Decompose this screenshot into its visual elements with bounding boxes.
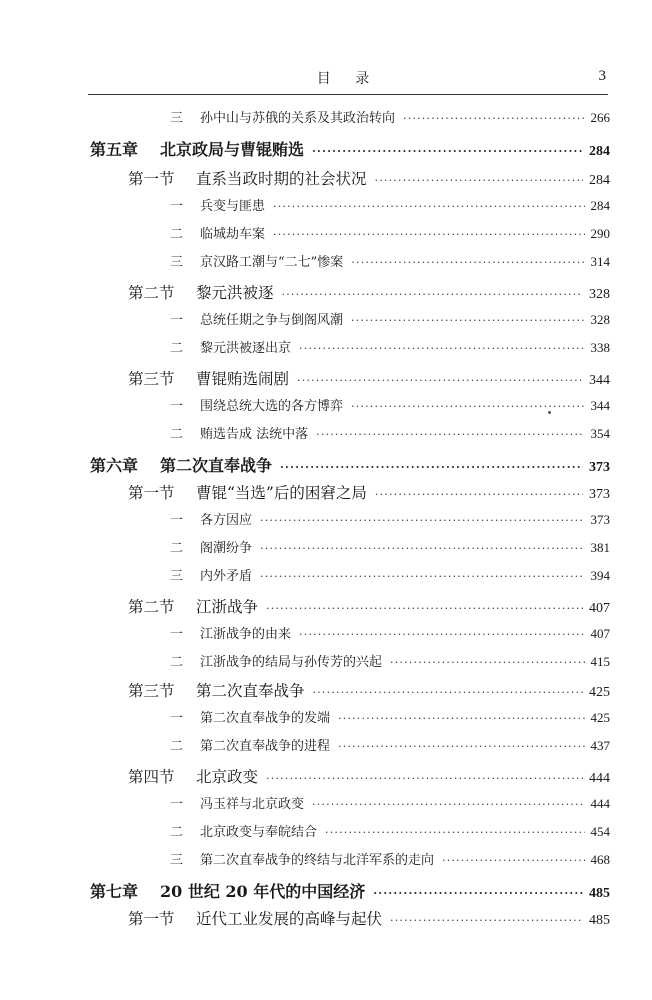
toc-entry-label <box>170 423 308 442</box>
leader-dots <box>312 798 584 811</box>
toc-entry-label <box>128 367 289 389</box>
toc-entry-item <box>170 623 610 649</box>
toc-entry-page: 328 <box>589 287 610 302</box>
toc-entry-title: 直系当政时期的社会状况 <box>196 170 367 188</box>
toc-entry-index: 二 <box>170 227 184 242</box>
toc-entry-title: 北京政变与奉皖结合 <box>200 825 318 840</box>
toc-entry-item <box>170 107 610 133</box>
toc-entry-page: 485 <box>589 886 610 901</box>
toc-entry-item <box>170 735 610 761</box>
toc-entry-page: 328 <box>590 312 610 327</box>
toc-entry-label <box>90 879 365 902</box>
leader-dots <box>390 914 583 927</box>
toc-entry-label <box>170 565 252 584</box>
toc-entry-title: 近代工业发展的高峰与起伏 <box>196 910 383 928</box>
toc-entry-title: 黎元洪被逐出京 <box>200 341 292 356</box>
toc-entry-index: 二 <box>170 825 184 840</box>
toc-entry-index: 第五章 <box>90 140 139 159</box>
toc-entry-label <box>128 167 367 189</box>
toc-entry-index: 二 <box>170 541 184 556</box>
toc-entry-index: 三 <box>170 569 184 584</box>
leader-dots <box>299 628 584 641</box>
toc-entry-label <box>170 849 434 868</box>
toc-entry-index: 第一节 <box>128 910 175 928</box>
toc-entry-label <box>170 337 291 356</box>
toc-entry-label <box>170 793 304 812</box>
toc-entry-label <box>170 651 382 670</box>
toc-entry-page: 425 <box>589 685 610 700</box>
toc-entry-page: 381 <box>590 540 610 555</box>
toc-entry-title: 北京政变 <box>196 768 259 786</box>
toc-entry-title: 兵变与匪患 <box>200 199 266 214</box>
toc-entry-label <box>170 735 330 754</box>
toc-entry-item <box>170 509 610 535</box>
toc-entry-item <box>170 651 610 677</box>
toc-entry-page: 437 <box>590 738 610 753</box>
toc-entry-label <box>170 309 343 328</box>
toc-entry-title: 第二次直奉战争的终结与北洋军系的走向 <box>200 853 435 868</box>
leader-dots <box>273 228 584 241</box>
toc-entry-page: 407 <box>589 601 610 616</box>
toc-entry-section <box>128 281 610 307</box>
toc-entry-index: 一 <box>170 797 184 812</box>
toc-entry-title: 黎元洪被逐 <box>196 284 274 302</box>
toc-entry-title: 曹锟“当选”后的困窘之局 <box>196 484 367 502</box>
toc-entry-item <box>170 395 610 421</box>
toc-entry-index: 第二节 <box>128 284 175 302</box>
leader-dots <box>390 656 584 669</box>
leader-dots <box>338 712 584 725</box>
leader-dots <box>338 740 584 753</box>
toc-entry-index: 三 <box>170 853 184 868</box>
toc-entry-page: 284 <box>590 198 610 213</box>
toc-entry-page: 444 <box>589 771 610 786</box>
toc-entry-page: 284 <box>589 144 610 159</box>
toc-entry-page: 266 <box>590 110 610 125</box>
toc-entry-section <box>128 679 610 705</box>
leader-dots <box>351 256 584 269</box>
leader-dots <box>260 570 584 583</box>
toc-entry-page: 425 <box>590 710 610 725</box>
toc-entry-section <box>128 595 610 621</box>
toc-entry-title: 阁潮纷争 <box>200 541 253 556</box>
toc-entry-page: 338 <box>590 340 610 355</box>
toc-entry-section <box>128 367 610 393</box>
toc-entry-index: 第四节 <box>128 768 175 786</box>
leader-dots <box>260 542 584 555</box>
leader-dots <box>442 854 584 867</box>
toc-entry-page: 415 <box>590 654 610 669</box>
toc-entry-title: 各方因应 <box>200 513 253 528</box>
toc-entry-page: 373 <box>589 487 610 502</box>
leader-dots <box>266 772 583 785</box>
toc-entry-title: 江浙战争的由来 <box>200 627 292 642</box>
leader-dots <box>280 461 583 474</box>
toc-entry-label <box>128 679 305 701</box>
toc-entry-section <box>128 481 610 507</box>
toc-entry-label <box>128 281 274 303</box>
toc-entry-page: 444 <box>590 796 610 811</box>
toc-entry-title: 第二次直奉战争 <box>160 456 273 475</box>
toc-entry-chapter <box>90 137 610 163</box>
toc-entry-title: 京汉路工潮与“二七”惨案 <box>200 255 344 270</box>
toc-entry-title: 孙中山与苏俄的关系及其政治转向 <box>200 111 396 126</box>
toc-entry-label <box>170 707 330 726</box>
toc-entry-label <box>170 195 265 214</box>
toc-entry-page: 373 <box>590 512 610 527</box>
toc-entry-index: 一 <box>170 313 184 328</box>
toc-entry-label <box>128 595 258 617</box>
toc-entry-item <box>170 309 610 335</box>
toc-entry-index: 第一节 <box>128 484 175 502</box>
toc-entry-title: 第二次直奉战争 <box>196 682 305 700</box>
toc-entry-page: 354 <box>590 426 610 441</box>
toc-entry-index: 一 <box>170 399 184 414</box>
leader-dots <box>266 602 583 615</box>
toc-entry-item <box>170 337 610 363</box>
toc-entry-item <box>170 423 610 449</box>
leader-dots <box>297 374 583 387</box>
toc-entry-page: 314 <box>590 254 610 269</box>
header-page-number: 3 <box>598 68 606 84</box>
toc-entry-title: 曹锟贿选闹剧 <box>196 370 290 388</box>
toc-entry-item <box>170 223 610 249</box>
toc-entry-index: 一 <box>170 199 184 214</box>
toc-entry-index: 三 <box>170 255 184 270</box>
toc-entry-title: 江浙战争的结局与孙传芳的兴起 <box>200 655 383 670</box>
toc-entry-title: 围绕总统大选的各方博弈 <box>200 399 344 414</box>
toc-entry-item <box>170 537 610 563</box>
toc-entry-label <box>128 765 258 787</box>
toc-entry-title: 第二次直奉战争的发端 <box>200 711 331 726</box>
header-title: 目 录 <box>316 71 380 87</box>
leader-dots <box>273 200 584 213</box>
toc-entry-page: 373 <box>589 460 610 475</box>
toc-entry-page: 407 <box>590 626 610 641</box>
toc-entry-index: 二 <box>170 739 184 754</box>
toc-entry-index: 一 <box>170 627 184 642</box>
toc-entry-index: 二 <box>170 427 184 442</box>
toc-entry-chapter <box>90 879 610 905</box>
toc-entry-item <box>170 793 610 819</box>
toc-entry-section <box>128 907 610 933</box>
toc-entry-item <box>170 707 610 733</box>
toc-entry-index: 第三节 <box>128 682 175 700</box>
toc-entry-label <box>170 623 291 642</box>
toc-entry-item <box>170 821 610 847</box>
toc-entry-label <box>128 907 382 929</box>
toc-entry-label <box>170 223 265 242</box>
toc-entry-page: 394 <box>590 568 610 583</box>
toc-entry-index: 二 <box>170 655 184 670</box>
toc-entry-title: 第二次直奉战争的进程 <box>200 739 331 754</box>
toc-entry-index: 三 <box>170 111 184 126</box>
toc-entry-label <box>90 453 272 476</box>
leader-dots <box>373 887 583 900</box>
toc-entry-item <box>170 565 610 591</box>
toc-entry-label <box>170 509 252 528</box>
toc-entry-title: 贿选告成 法统中落 <box>200 427 309 442</box>
toc-entry-index: 一 <box>170 513 184 528</box>
toc-entry-item <box>170 849 610 875</box>
toc-entry-title: 临城劫车案 <box>200 227 266 242</box>
toc-entry-section <box>128 765 610 791</box>
toc-entry-label <box>170 107 395 126</box>
toc-entry-index: 第一节 <box>128 170 175 188</box>
toc-entry-index: 一 <box>170 711 184 726</box>
toc-entry-title: 江浙战争 <box>196 598 259 616</box>
toc-entry-page: 468 <box>590 852 610 867</box>
leader-dots <box>282 288 583 301</box>
toc-entry-label <box>128 481 367 503</box>
toc-entry-title: 20 世纪 20 年代的中国经济 <box>160 882 366 901</box>
leader-dots <box>403 112 584 125</box>
toc-entry-title: 冯玉祥与北京政变 <box>200 797 305 812</box>
leader-dots <box>375 488 583 501</box>
toc-entry-index: 第二节 <box>128 598 175 616</box>
toc-entry-title: 总统任期之争与倒阁风潮 <box>200 313 344 328</box>
toc-entry-item <box>170 251 610 277</box>
toc-entry-label <box>170 821 317 840</box>
toc-entry-title: 内外矛盾 <box>200 569 253 584</box>
toc-entry-page: 344 <box>590 398 610 413</box>
leader-dots <box>260 514 584 527</box>
toc-entry-page: 344 <box>589 373 610 388</box>
toc-entry-item <box>170 195 610 221</box>
toc-entry-index: 二 <box>170 341 184 356</box>
stray-mark <box>548 411 551 414</box>
toc-entry-label <box>90 137 304 160</box>
toc-entry-index: 第三节 <box>128 370 175 388</box>
toc-entry-page: 284 <box>589 173 610 188</box>
leader-dots <box>351 314 584 327</box>
leader-dots <box>299 342 584 355</box>
leader-dots <box>325 826 584 839</box>
toc-entry-page: 454 <box>590 824 610 839</box>
toc-entry-section <box>128 167 610 193</box>
leader-dots <box>375 174 583 187</box>
leader-dots <box>313 686 583 699</box>
toc-entry-page: 290 <box>590 226 610 241</box>
toc-entry-title: 北京政局与曹锟贿选 <box>160 140 305 159</box>
leader-dots <box>312 145 583 158</box>
toc-entry-chapter <box>90 453 610 479</box>
toc-entry-index: 第七章 <box>90 882 139 901</box>
toc-entry-index: 第六章 <box>90 456 139 475</box>
toc-entry-label <box>170 395 343 414</box>
toc-entry-page: 485 <box>589 913 610 928</box>
toc-entry-label <box>170 537 252 556</box>
leader-dots <box>316 428 584 441</box>
toc-entry-label <box>170 251 343 270</box>
